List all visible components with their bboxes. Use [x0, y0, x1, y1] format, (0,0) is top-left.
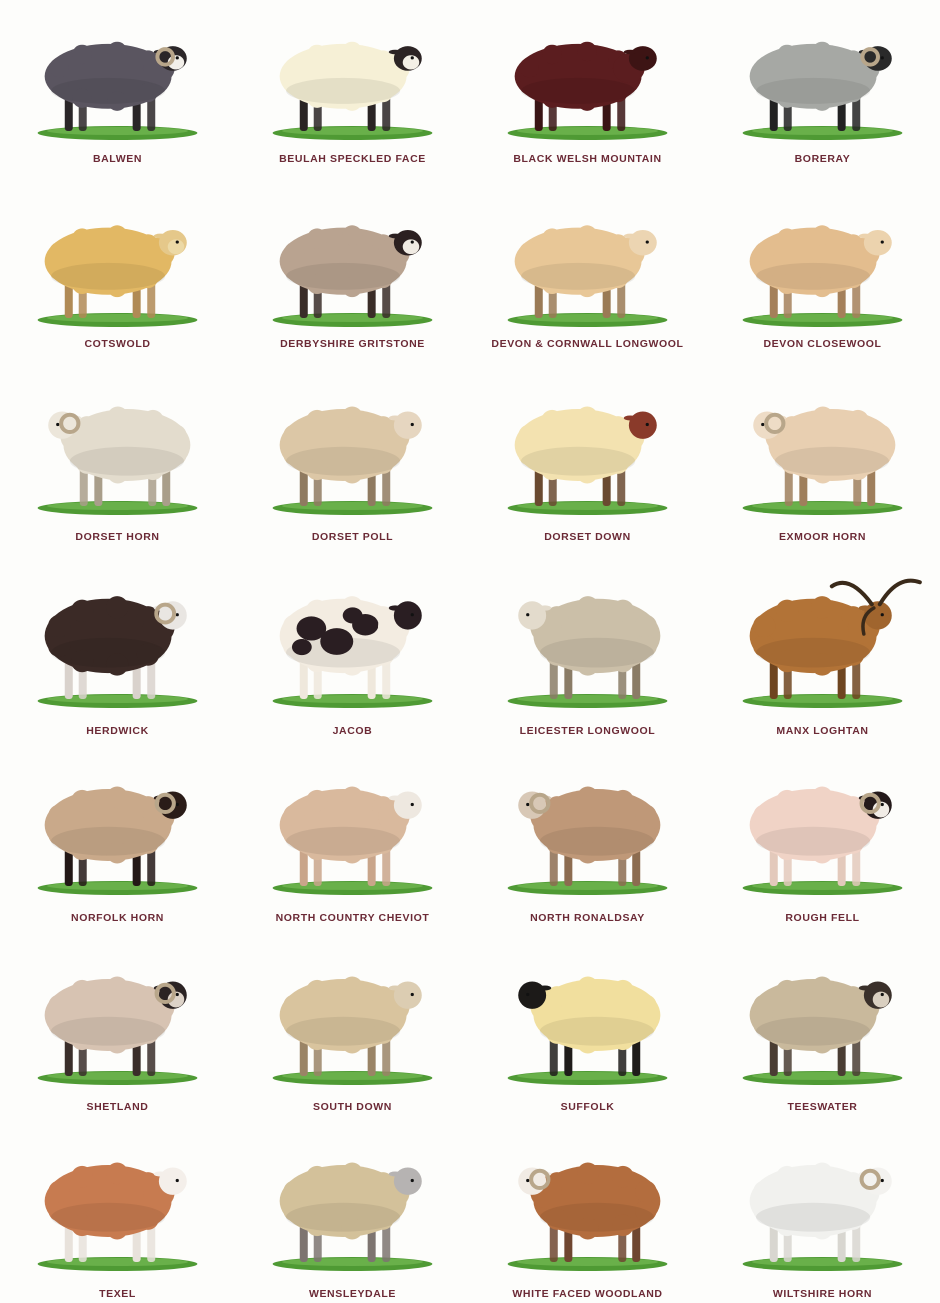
- breed-name: DORSET POLL: [311, 531, 394, 543]
- sheep-illustration: [470, 748, 705, 898]
- breed-name: SOUTH DOWN: [313, 1101, 392, 1113]
- fleece-curl: [577, 596, 599, 618]
- sheep-eye: [176, 993, 179, 996]
- sheep-eye: [881, 993, 884, 996]
- fleece-curl: [283, 995, 305, 1017]
- fleece-curl: [612, 980, 634, 1002]
- fleece-curl: [283, 1181, 305, 1203]
- breed-name: TEESWATER: [787, 1101, 858, 1113]
- fleece-shade: [756, 827, 870, 856]
- fleece-shade: [521, 263, 635, 290]
- fleece-curl: [107, 225, 127, 245]
- sheep-illustration: [705, 1124, 940, 1274]
- fleece-shade: [51, 78, 165, 104]
- fleece-curl: [847, 410, 869, 432]
- sheep-illustration: [470, 190, 705, 330]
- sheep-illustration: [235, 190, 470, 330]
- fleece-curl: [577, 787, 599, 809]
- fleece-curl: [71, 790, 93, 812]
- breed-name: BALWEN: [92, 153, 143, 165]
- breed-name: ROUGH FELL: [785, 912, 860, 924]
- sheep-eye: [411, 240, 414, 243]
- breed-name: WILTSHIRE HORN: [772, 1288, 873, 1300]
- fleece-curl: [71, 1166, 93, 1188]
- fleece-curl: [542, 228, 562, 248]
- fleece-curl: [612, 1166, 634, 1188]
- sheep-illustration: [705, 190, 940, 330]
- fleece-curl: [306, 790, 328, 812]
- sheep-illustration: [0, 556, 235, 711]
- sheep-ear: [389, 234, 402, 239]
- sheep-eye: [411, 1179, 414, 1182]
- breed-card: [235, 8, 470, 167]
- sheep-illustration: [470, 556, 705, 711]
- fleece-curl: [635, 995, 657, 1017]
- breed-name: DEVON & CORNWALL LONGWOOL: [491, 338, 684, 350]
- sheep-illustration: [0, 938, 235, 1088]
- fleece-curl: [811, 1163, 833, 1185]
- fleece-shade: [540, 1203, 654, 1232]
- fleece-shade: [286, 1017, 400, 1046]
- sheep-illustration: [470, 8, 705, 143]
- fleece-curl: [306, 1166, 328, 1188]
- fleece-curl: [72, 228, 92, 248]
- breed-name: JACOB: [332, 725, 373, 737]
- fleece-shade: [51, 1017, 165, 1046]
- fleece-curl: [283, 425, 305, 447]
- fleece-curl: [754, 58, 773, 77]
- fleece-curl: [71, 980, 93, 1002]
- sheep-ear: [624, 415, 637, 420]
- sheep-ear: [154, 1171, 167, 1176]
- breed-card: [0, 368, 235, 545]
- fleece-curl: [612, 600, 634, 622]
- breed-name: MANX LOGHTAN: [776, 725, 869, 737]
- sheep-illustration: [705, 368, 940, 518]
- fleece-curl: [777, 45, 796, 64]
- sheep-eye: [526, 613, 529, 616]
- breed-card: [0, 1124, 235, 1302]
- breed-card: [705, 190, 940, 352]
- fleece-curl: [811, 596, 833, 618]
- fleece-shade: [540, 827, 654, 856]
- fleece-curl: [48, 995, 70, 1017]
- fleece-shade: [286, 263, 400, 290]
- sheep-illustration: [0, 748, 235, 898]
- sheep-eye: [176, 240, 179, 243]
- sheep-ear: [859, 985, 872, 990]
- fleece-shade: [756, 78, 870, 104]
- sheep-illustration: [470, 1124, 705, 1274]
- sheep-ear: [389, 795, 402, 800]
- breed-card: [470, 748, 705, 926]
- fleece-curl: [106, 596, 128, 618]
- sheep-ear: [389, 985, 402, 990]
- breed-card: [470, 190, 705, 352]
- fleece-shade: [286, 827, 400, 856]
- breed-card: [705, 8, 940, 167]
- sheep-illustration: [705, 938, 940, 1088]
- fleece-curl: [753, 1181, 775, 1203]
- sheep-eye: [411, 993, 414, 996]
- sheep-eye: [881, 240, 884, 243]
- breed-card: [705, 938, 940, 1115]
- breed-name: TEXEL: [99, 1288, 136, 1300]
- fleece-curl: [612, 790, 634, 812]
- fleece-curl: [541, 410, 563, 432]
- sheep-eye: [526, 803, 529, 806]
- sheep-eye: [881, 613, 884, 616]
- fleece-curl: [812, 407, 834, 429]
- fleece-curl: [812, 225, 832, 245]
- breed-name: HERDWICK: [86, 725, 149, 737]
- fleece-curl: [106, 977, 128, 999]
- fleece-shade: [521, 447, 635, 476]
- fleece-curl: [776, 790, 798, 812]
- sheep-ear: [389, 1171, 402, 1176]
- fleece-curl: [341, 787, 363, 809]
- breed-card: [705, 748, 940, 926]
- sheep-eye: [526, 993, 529, 996]
- fleece-curl: [577, 225, 597, 245]
- breed-name: DORSET HORN: [75, 531, 160, 543]
- sheep-ear: [859, 234, 872, 239]
- breed-card: [705, 1124, 940, 1302]
- fleece-curl: [72, 45, 91, 64]
- sheep-eye: [646, 56, 649, 59]
- fleece-curl: [342, 42, 361, 61]
- fleece-curl: [753, 995, 775, 1017]
- breed-name: BORERAY: [794, 153, 851, 165]
- fleece-spot: [343, 607, 363, 623]
- fleece-curl: [307, 45, 326, 64]
- sheep-illustration: [235, 938, 470, 1088]
- sheep-eye: [646, 423, 649, 426]
- sheep-ear: [539, 605, 552, 610]
- fleece-curl: [577, 977, 599, 999]
- fleece-shade: [51, 263, 165, 290]
- breed-card: [235, 748, 470, 926]
- sheep-eye: [176, 56, 179, 59]
- fleece-shade: [521, 78, 635, 104]
- fleece-curl: [306, 410, 328, 432]
- sheep-eye: [881, 803, 884, 806]
- sheep-eye: [411, 56, 414, 59]
- fleece-curl: [283, 805, 305, 827]
- fleece-curl: [107, 42, 126, 61]
- sheep-eye: [646, 240, 649, 243]
- breed-name: NORTH COUNTRY CHEVIOT: [275, 912, 430, 924]
- fleece-curl: [519, 242, 539, 262]
- fleece-curl: [635, 805, 657, 827]
- breed-name: SHETLAND: [86, 1101, 149, 1113]
- fleece-curl: [576, 407, 598, 429]
- sheep-illustration: [705, 556, 940, 711]
- breed-name: DEVON CLOSEWOOL: [763, 338, 882, 350]
- fleece-curl: [341, 407, 363, 429]
- fleece-shade: [286, 78, 400, 104]
- sheep-illustration: [0, 190, 235, 330]
- fleece-shade: [70, 447, 184, 476]
- fleece-curl: [577, 1163, 599, 1185]
- fleece-shade: [540, 1017, 654, 1046]
- fleece-curl: [577, 42, 596, 61]
- breed-name: LEICESTER LONGWOOL: [519, 725, 656, 737]
- sheep-eye: [881, 1179, 884, 1182]
- breed-card: [470, 368, 705, 545]
- sheep-eye: [761, 423, 764, 426]
- fleece-curl: [811, 787, 833, 809]
- fleece-curl: [519, 58, 538, 77]
- fleece-curl: [49, 58, 68, 77]
- fleece-shade: [51, 1203, 165, 1232]
- sheep-eye: [176, 1179, 179, 1182]
- breed-card: [705, 556, 940, 739]
- fleece-curl: [106, 787, 128, 809]
- fleece-curl: [776, 600, 798, 622]
- sheep-ear: [389, 50, 402, 55]
- fleece-curl: [341, 977, 363, 999]
- fleece-curl: [284, 242, 304, 262]
- sheep-eye: [56, 423, 59, 426]
- fleece-shade: [51, 638, 165, 668]
- breed-card: [235, 938, 470, 1115]
- breed-name: DORSET DOWN: [544, 531, 631, 543]
- breed-name: EXMOOR HORN: [778, 531, 867, 543]
- fleece-shade: [756, 263, 870, 290]
- sheep-ear: [539, 985, 552, 990]
- sheep-illustration: [470, 368, 705, 518]
- fleece-curl: [307, 228, 327, 248]
- fleece-curl: [48, 1181, 70, 1203]
- breed-card: [0, 748, 235, 926]
- sheep-ear: [389, 415, 402, 420]
- fleece-shade: [775, 447, 889, 476]
- sheep-ear: [389, 605, 402, 610]
- fleece-curl: [165, 425, 187, 447]
- fleece-curl: [777, 228, 797, 248]
- fleece-curl: [812, 42, 831, 61]
- fleece-shade: [286, 447, 400, 476]
- fleece-curl: [107, 407, 129, 429]
- sheep-ear: [624, 50, 637, 55]
- breed-card: [0, 190, 235, 352]
- fleece-curl: [49, 242, 69, 262]
- sheep-illustration: [0, 368, 235, 518]
- horn: [880, 581, 920, 605]
- horn: [832, 583, 872, 604]
- breed-card: [470, 938, 705, 1115]
- fleece-shade: [756, 1017, 870, 1046]
- fleece-curl: [71, 600, 93, 622]
- sheep-illustration: [235, 748, 470, 898]
- fleece-curl: [341, 1163, 363, 1185]
- breed-card: [470, 8, 705, 167]
- fleece-shade: [286, 1203, 400, 1232]
- fleece-shade: [540, 638, 654, 668]
- sheep-illustration: [705, 8, 940, 143]
- fleece-shade: [756, 1203, 870, 1232]
- breed-name: NORTH RONALDSAY: [530, 912, 645, 924]
- breed-name: BLACK WELSH MOUNTAIN: [513, 153, 662, 165]
- fleece-curl: [753, 615, 775, 637]
- fleece-curl: [518, 425, 540, 447]
- breed-card: [0, 556, 235, 739]
- breed-name: BEULAH SPECKLED FACE: [279, 153, 426, 165]
- sheep-illustration: [235, 1124, 470, 1274]
- breed-card: [0, 938, 235, 1115]
- breed-card: [0, 8, 235, 167]
- breed-card: [705, 368, 940, 545]
- breed-card: [235, 556, 470, 739]
- breed-name: WHITE FACED WOODLAND: [512, 1288, 663, 1300]
- fleece-spot: [320, 628, 353, 655]
- breed-name: NORFOLK HORN: [71, 912, 164, 924]
- fleece-curl: [776, 1166, 798, 1188]
- fleece-curl: [754, 242, 774, 262]
- fleece-spot: [292, 639, 312, 655]
- fleece-curl: [284, 58, 303, 77]
- breed-card: [235, 1124, 470, 1302]
- fleece-curl: [48, 615, 70, 637]
- sheep-eye: [411, 423, 414, 426]
- fleece-curl: [811, 977, 833, 999]
- fleece-curl: [306, 980, 328, 1002]
- fleece-curl: [342, 225, 362, 245]
- breed-name: DERBYSHIRE GRITSTONE: [280, 338, 425, 350]
- sheep-eye: [411, 803, 414, 806]
- breed-name: COTSWOLD: [84, 338, 151, 350]
- sheep-illustration: [470, 938, 705, 1088]
- fleece-curl: [542, 45, 561, 64]
- sheep-ear: [624, 234, 637, 239]
- fleece-curl: [635, 1181, 657, 1203]
- breed-card: [470, 1124, 705, 1302]
- sheep-illustration: [235, 368, 470, 518]
- fleece-shade: [51, 827, 165, 856]
- fleece-curl: [870, 425, 892, 447]
- sheep-eye: [176, 613, 179, 616]
- breed-card: [470, 556, 705, 739]
- sheep-illustration: [705, 748, 940, 898]
- sheep-illustration: [0, 8, 235, 143]
- sheep-illustration: [235, 556, 470, 711]
- breed-card: [235, 190, 470, 352]
- fleece-curl: [753, 805, 775, 827]
- fleece-curl: [142, 410, 164, 432]
- breed-name: WENSLEYDALE: [308, 1288, 397, 1300]
- fleece-shade: [756, 638, 870, 668]
- sheep-eye: [526, 1179, 529, 1182]
- fleece-curl: [635, 615, 657, 637]
- breed-name: SUFFOLK: [560, 1101, 615, 1113]
- sheep-eye: [176, 803, 179, 806]
- fleece-curl: [106, 1163, 128, 1185]
- sheep-eye: [411, 613, 414, 616]
- fleece-curl: [48, 805, 70, 827]
- sheep-illustration: [0, 1124, 235, 1274]
- breed-card: [235, 368, 470, 545]
- fleece-curl: [776, 980, 798, 1002]
- sheep-eye: [881, 56, 884, 59]
- sheep-illustration: [235, 8, 470, 143]
- sheep-ear: [154, 234, 167, 239]
